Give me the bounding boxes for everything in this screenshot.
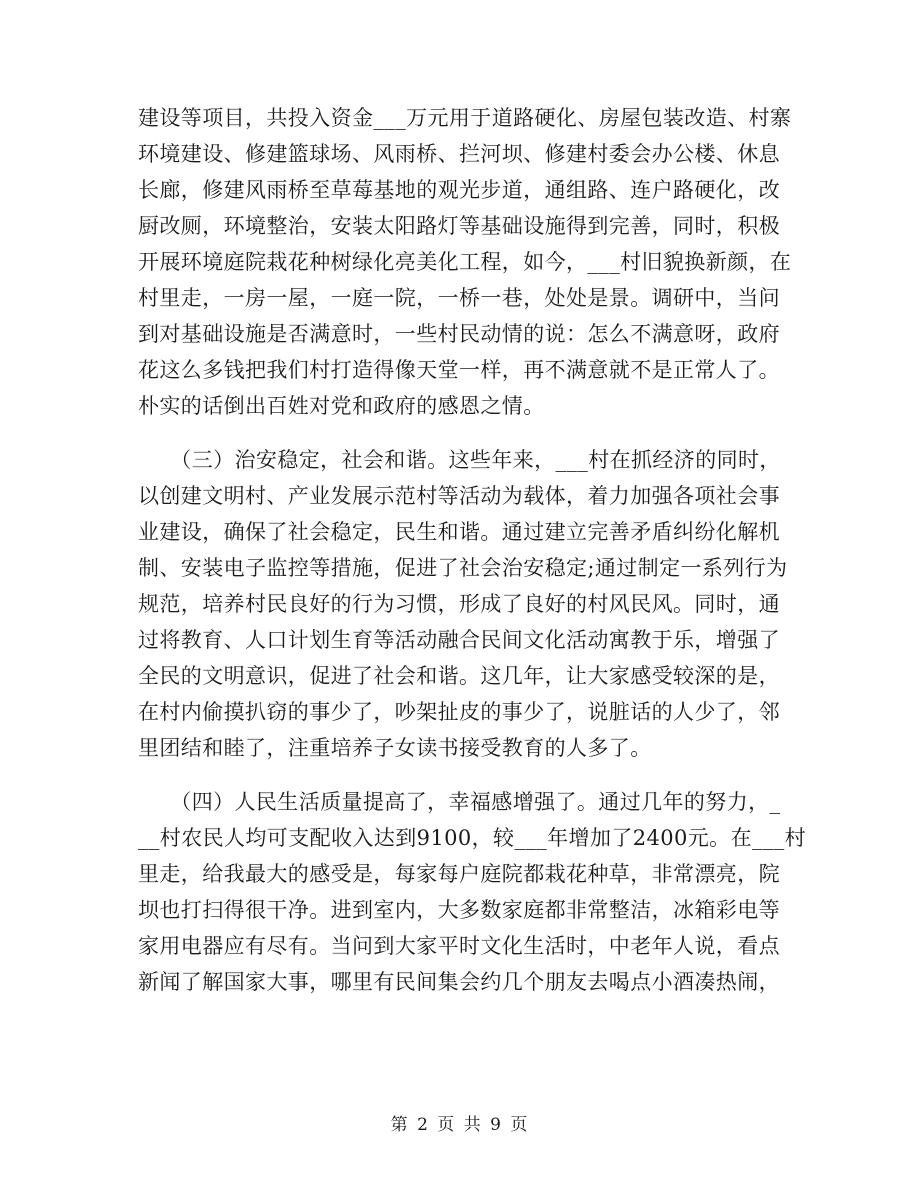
text-line: 厨改厕，环境整治，安装太阳路灯等基础设施得到完善，同时，积极 [138, 214, 780, 238]
paragraph-public-security [138, 442, 798, 766]
text-line: 环境建设、修建篮球场、风雨桥、拦河坝、修建村委会办公楼、休息 [138, 142, 780, 166]
text-line: 村里走，一房一屋，一庭一院，一桥一巷，处处是景。调研中，当问 [138, 286, 780, 310]
text-line: 过将教育、人口计划生育等活动融合民间文化活动寓教于乐，增强了 [138, 628, 780, 652]
document-body [138, 100, 807, 1000]
text-line: 到对基础设施是否满意时，一些村民动情的说：怎么不满意呀，政府 [138, 322, 780, 346]
text-line: 以创建文明村、产业发展示范村等活动为载体，着力加强各项社会事 [138, 484, 780, 508]
text-line: （四）人民生活质量提高了，幸福感增强了。通过几年的努力，_ [138, 790, 781, 814]
text-line: 在村内偷摸扒窃的事少了，吵架扯皮的事少了，说脏话的人少了，邻 [138, 700, 780, 724]
text-line: 业建设，确保了社会稳定，民生和谐。通过建立完善矛盾纠纷化解机 [138, 520, 780, 544]
paragraph-spacer [138, 766, 798, 784]
text-line: 长廊，修建风雨桥至草莓基地的观光步道，通组路、连户路硬化，改 [138, 178, 780, 202]
text-line: （三）治安稳定，社会和谐。这些年来，___村在抓经济的同时， [138, 448, 781, 472]
text-line: 建设等项目，共投入资金___万元用于道路硬化、房屋包装改造、村寨 [138, 106, 792, 130]
text-line: 里团结和睦了，注重培养子女读书接受教育的人多了。 [138, 736, 652, 760]
text-line: 家用电器应有尽有。当问到大家平时文化生活时，中老年人说，看点 [138, 934, 780, 958]
text-line: 新闻了解国家大事，哪里有民间集会约几个朋友去喝点小酒凑热闹， [138, 970, 780, 994]
paragraph-quality-of-life [138, 784, 807, 1000]
text-line: __村农民人均可支配收入达到9100，较___年增加了2400元。在___村 [138, 826, 807, 850]
paragraph-spacer [138, 424, 798, 442]
text-line: 坝也打扫得很干净。进到室内，大多数家庭都非常整洁，冰箱彩电等 [138, 898, 780, 922]
text-line: 里走，给我最大的感受是，每家每户庭院都栽花种草，非常漂亮，院 [138, 862, 780, 886]
text-line: 规范，培养村民良好的行为习惯，形成了良好的村风民风。同时，通 [138, 592, 780, 616]
text-line: 朴实的话倒出百姓对党和政府的感恩之情。 [138, 394, 545, 418]
text-line: 全民的文明意识，促进了社会和谐。这几年，让大家感受较深的是， [138, 664, 780, 688]
text-line: 制、安装电子监控等措施，促进了社会治安稳定;通过制定一系列行为 [138, 556, 788, 580]
page-number-footer: 第 2 页 共 9 页 [390, 1115, 530, 1135]
text-line: 开展环境庭院栽花种树绿化亮美化工程，如今，___村旧貌换新颜，在 [138, 250, 792, 274]
paragraph-infrastructure [138, 100, 798, 424]
text-line: 花这么多钱把我们村打造得像天堂一样，再不满意就不是正常人了。 [138, 358, 780, 382]
